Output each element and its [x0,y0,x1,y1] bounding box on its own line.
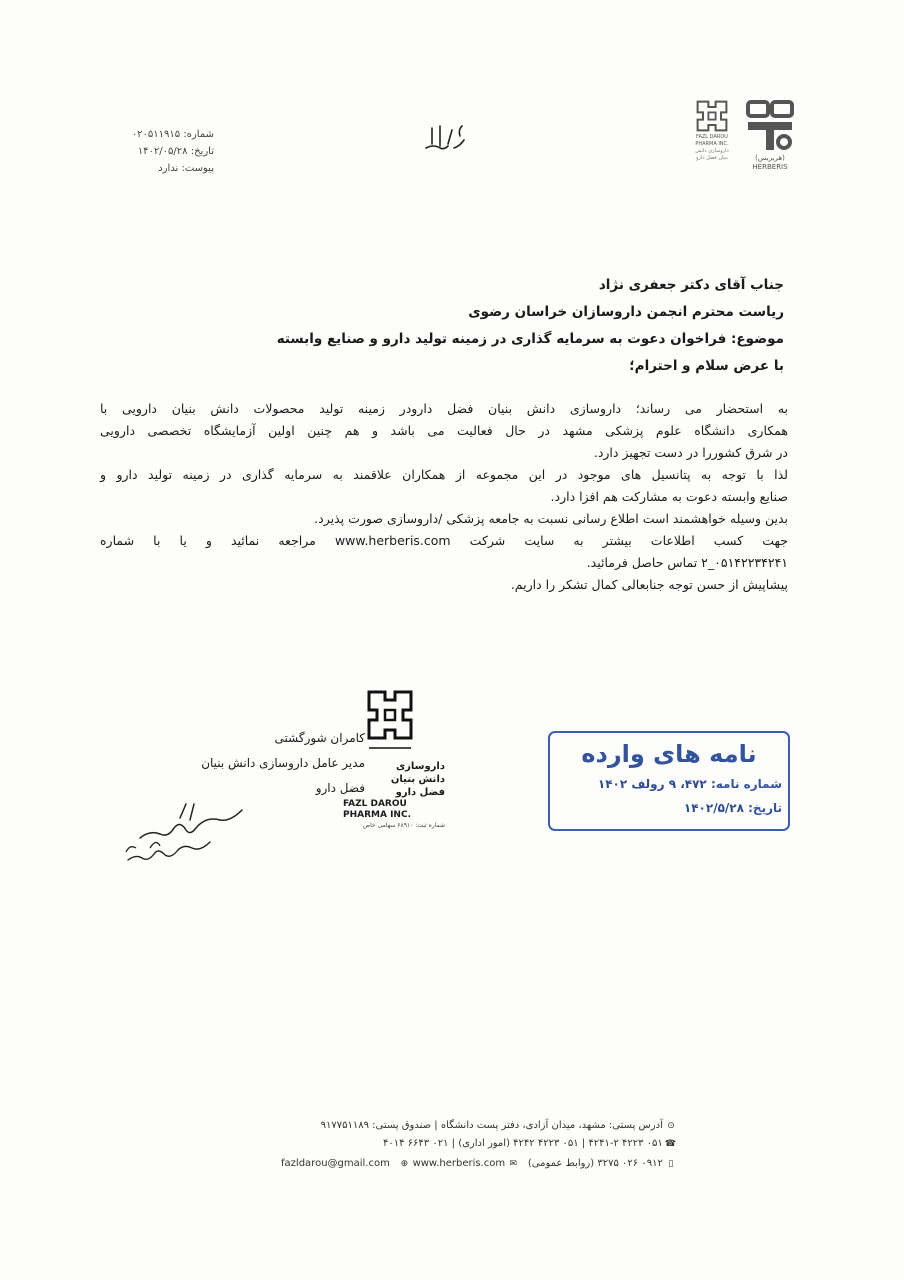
email-icon: ✉ [509,1159,518,1169]
paragraph-4-text-a: جهت کسب اطلاعات بیشتر به سایت شرکت [469,533,788,548]
website-link[interactable]: www.herberis.com [334,533,451,548]
herberis-caption: HERBERIS [752,163,788,171]
paragraph-1-line-3: در شرق کشوررا در دست تجهیز دارد. [593,445,788,460]
letter-number-label: شماره: [183,129,214,140]
letter-date-value: ۱۴۰۲/۰۵/۲۸ [137,146,188,157]
stamp-fa-line-1: داروسازی [395,761,445,772]
paragraph-1-line-1: به استحضار می رساند؛ داروسازی دانش بنیان فضل دارودر زمینه تولید محصولات دانش بنیان دارویی با [100,401,788,416]
herberis-fa-caption: (هربريس) [755,154,785,162]
letter-date-row [96,143,214,160]
paragraph-3: بدین وسیله خواهشمند است اطلاع رسانی نسبت به جامعه پزشکی /داروسازی صورت پذیرد. [314,511,788,526]
herberis-logo-icon [742,98,798,154]
letter-attachment-value: ندارد [158,163,179,174]
received-number-label: شماره نامه: [710,777,782,791]
received-stamp-title: نامه های وارده [581,740,757,768]
recipient-title: ریاست محترم انجمن داروسازان خراسان رضوی [468,304,784,320]
paragraph-4-line-1 [100,530,788,552]
paragraph-4-line-2: ۰۵۱۴۲۲۳۴۲۴۱_۲ تماس حاصل فرمائید. [586,555,788,570]
signature-icon [120,798,280,868]
signer-name: کامران شورگشتی [274,731,365,745]
stamp-registration: شماره ثبت: ۶۸۹۱۰ سهامی خاص [362,822,445,829]
letter-number-value: ۰۲۰۵۱۱۹۱۵ [131,129,181,140]
calligraphy-icon [420,118,470,158]
paragraph-4-text-b: مراجعه نمائید و یا با شماره [100,533,316,548]
mobile-icon: ▯ [668,1159,674,1169]
fazl-caption-fa: داروسازی دانش بنیان فضل دارو [695,148,729,161]
signer-company: فضل دارو [315,781,365,795]
footer-email[interactable]: fazldarou@gmail.com [281,1158,390,1169]
fazl-darou-logo-icon [694,98,730,134]
received-date-label: تاریخ: [748,801,782,815]
bismillah-calligraphy [420,118,470,158]
received-letters-stamp [548,731,790,831]
phone-icon: ☎ [664,1139,676,1149]
received-number-row [598,777,782,791]
paragraph-2-line-2: صنایع وابسته دعوت به مشارکت هم افزا دارد. [550,489,788,504]
paragraph-1-line-2: همکاری دانشگاه علوم پزشکی مشهد در حال فعالیت می باشد و هم چنین اولین آزمایشگاه تخصصی دارویی [100,423,788,438]
signer-role: مدیر عامل داروسازی دانش بنیان [201,756,365,770]
letter-number-row [96,126,214,143]
company-stamp [335,688,445,860]
letter-date-label: تاریخ: [190,146,214,157]
footer-address: آدرس پستی: مشهد، میدان آزادی، دفتر پست دانشگاه | صندوق پستی: ۹۱۷۷۵۱۱۸۹ [320,1120,663,1131]
footer-phones: ۰۵۱ ۴۲۲۳ ۴۲۴۱-۲ | ۰۵۱ ۴۲۲۳ ۴۲۴۲ (امور اداری) | ۰۲۱ ۶۶۴۳ ۴۰۱۴ [383,1138,663,1149]
greeting: با عرض سلام و احترام؛ [629,358,784,374]
addressee-block [0,272,784,380]
footer-public-relations: ۰۹۱۲ ۰۲۶ ۳۲۷۵ (روابط عمومی) [527,1158,663,1169]
paragraph-2-line-1: لذا با توجه به پتانسیل های موجود در این مجموعه از همکاران علاقمند به سرمایه گذاری در زمینه تولید دارو و [100,467,788,482]
letter-body [0,398,788,596]
fazl-darou-small-logo [690,98,734,184]
recipient: جناب آقای دکتر جعفری نژاد [598,277,784,293]
fazl-darou-stamp-logo-icon [365,688,415,760]
stamp-fa-line-2: دانش بنیان [390,774,445,785]
received-date-row [684,801,782,815]
footer-contacts-line [281,1158,676,1169]
letter-meta [96,126,214,177]
received-date-value: ۱۴۰۲/۵/۲۸ [683,801,744,815]
handwritten-signature [120,798,280,868]
footer-address-line [321,1120,676,1131]
stamp-en-line-1: FAZL DAROU [343,799,407,809]
letter-attachment-row [96,160,214,177]
footer-phones-line [383,1138,676,1149]
fazl-caption-en: FAZL DAROU PHARMA INC. [695,134,729,147]
stamp-en-line-2: PHARMA INC. [343,810,411,820]
herberis-logo [742,98,798,180]
subject: موضوع: فراخوان دعوت به سرمایه گذاری در زمینه تولید دارو و صنایع وابسته [276,331,784,347]
paragraph-5: پیشاپیش از حسن توجه جنابعالی کمال تشکر را داریم. [510,577,788,592]
stamp-fa-line-3: فضل دارو [395,787,445,798]
footer-website[interactable]: www.herberis.com [412,1158,506,1169]
globe-icon: ⊕ [400,1159,409,1169]
location-pin-icon: ⊙ [667,1121,675,1131]
received-number-value: ۴۷۲، ۹ رولف ۱۴۰۲ [597,777,707,791]
letter-attachment-label: پیوست: [181,163,214,174]
